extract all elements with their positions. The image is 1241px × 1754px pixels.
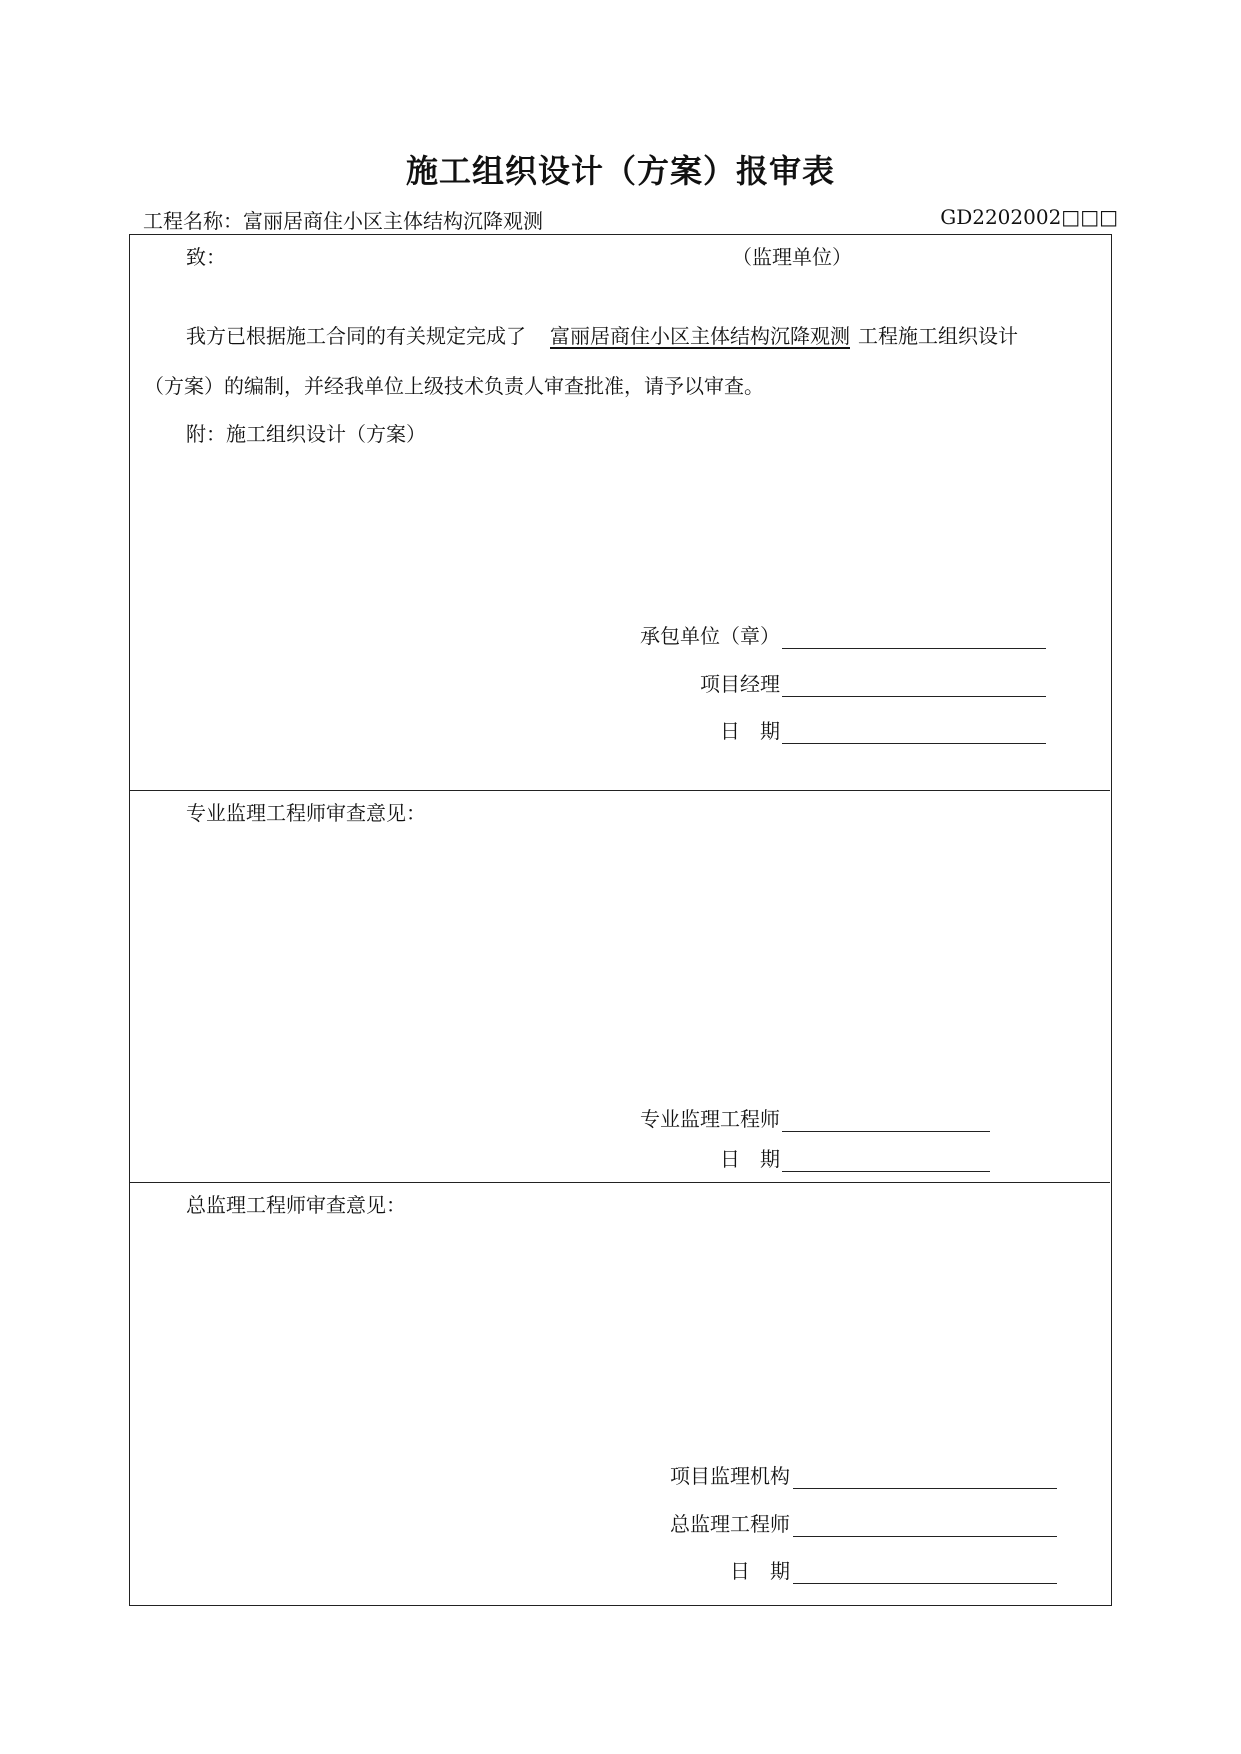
page-title: 施工组织设计（方案）报审表	[405, 152, 835, 190]
pm-signature-line[interactable]	[782, 696, 1046, 697]
supervision-org-signature-line[interactable]	[793, 1488, 1057, 1489]
specialist-engineer-signature-line[interactable]	[782, 1131, 990, 1132]
to-label: 致：	[186, 245, 226, 269]
supervisor-unit-label: （监理单位）	[732, 245, 852, 269]
date-line[interactable]	[782, 743, 1046, 744]
specialist-date-line[interactable]	[782, 1171, 990, 1172]
pm-label: 项目经理	[700, 672, 780, 696]
chief-engineer-signature-line[interactable]	[793, 1536, 1057, 1537]
body-project-name[interactable]: 富丽居商住小区主体结构沉降观测	[550, 324, 850, 348]
project-name-field	[143, 205, 543, 234]
specialist-review-section	[130, 791, 1110, 1183]
chief-date-line[interactable]	[793, 1583, 1057, 1584]
attachment-note: 附：施工组织设计（方案）	[186, 422, 426, 446]
submission-body-line1	[186, 320, 1018, 349]
specialist-review-heading: 专业监理工程师审查意见：	[186, 801, 426, 825]
project-name: 富丽居商住小区主体结构沉降观测	[243, 209, 543, 233]
chief-date-label: 日 期	[730, 1559, 790, 1583]
specialist-engineer-label: 专业监理工程师	[640, 1107, 780, 1131]
contractor-label: 承包单位（章）	[640, 624, 780, 648]
contractor-signature-line[interactable]	[782, 648, 1046, 649]
submission-section	[130, 235, 1110, 791]
chief-review-heading: 总监理工程师审查意见：	[186, 1193, 406, 1217]
header-row	[143, 205, 1118, 231]
form-code: GD2202002□□□	[940, 205, 1118, 229]
body-suffix: 工程施工组织设计	[858, 324, 1018, 348]
supervision-org-label: 项目监理机构	[670, 1464, 790, 1488]
chief-review-section	[130, 1183, 1110, 1604]
submission-body-line2: （方案）的编制，并经我单位上级技术负责人审查批准，请予以审查。	[144, 374, 764, 398]
project-label: 工程名称：	[143, 209, 243, 233]
review-form-table	[129, 234, 1112, 1606]
body-prefix: 我方已根据施工合同的有关规定完成了	[186, 324, 526, 348]
date-label: 日 期	[720, 719, 780, 743]
chief-engineer-label: 总监理工程师	[670, 1512, 790, 1536]
specialist-date-label: 日 期	[720, 1147, 780, 1171]
